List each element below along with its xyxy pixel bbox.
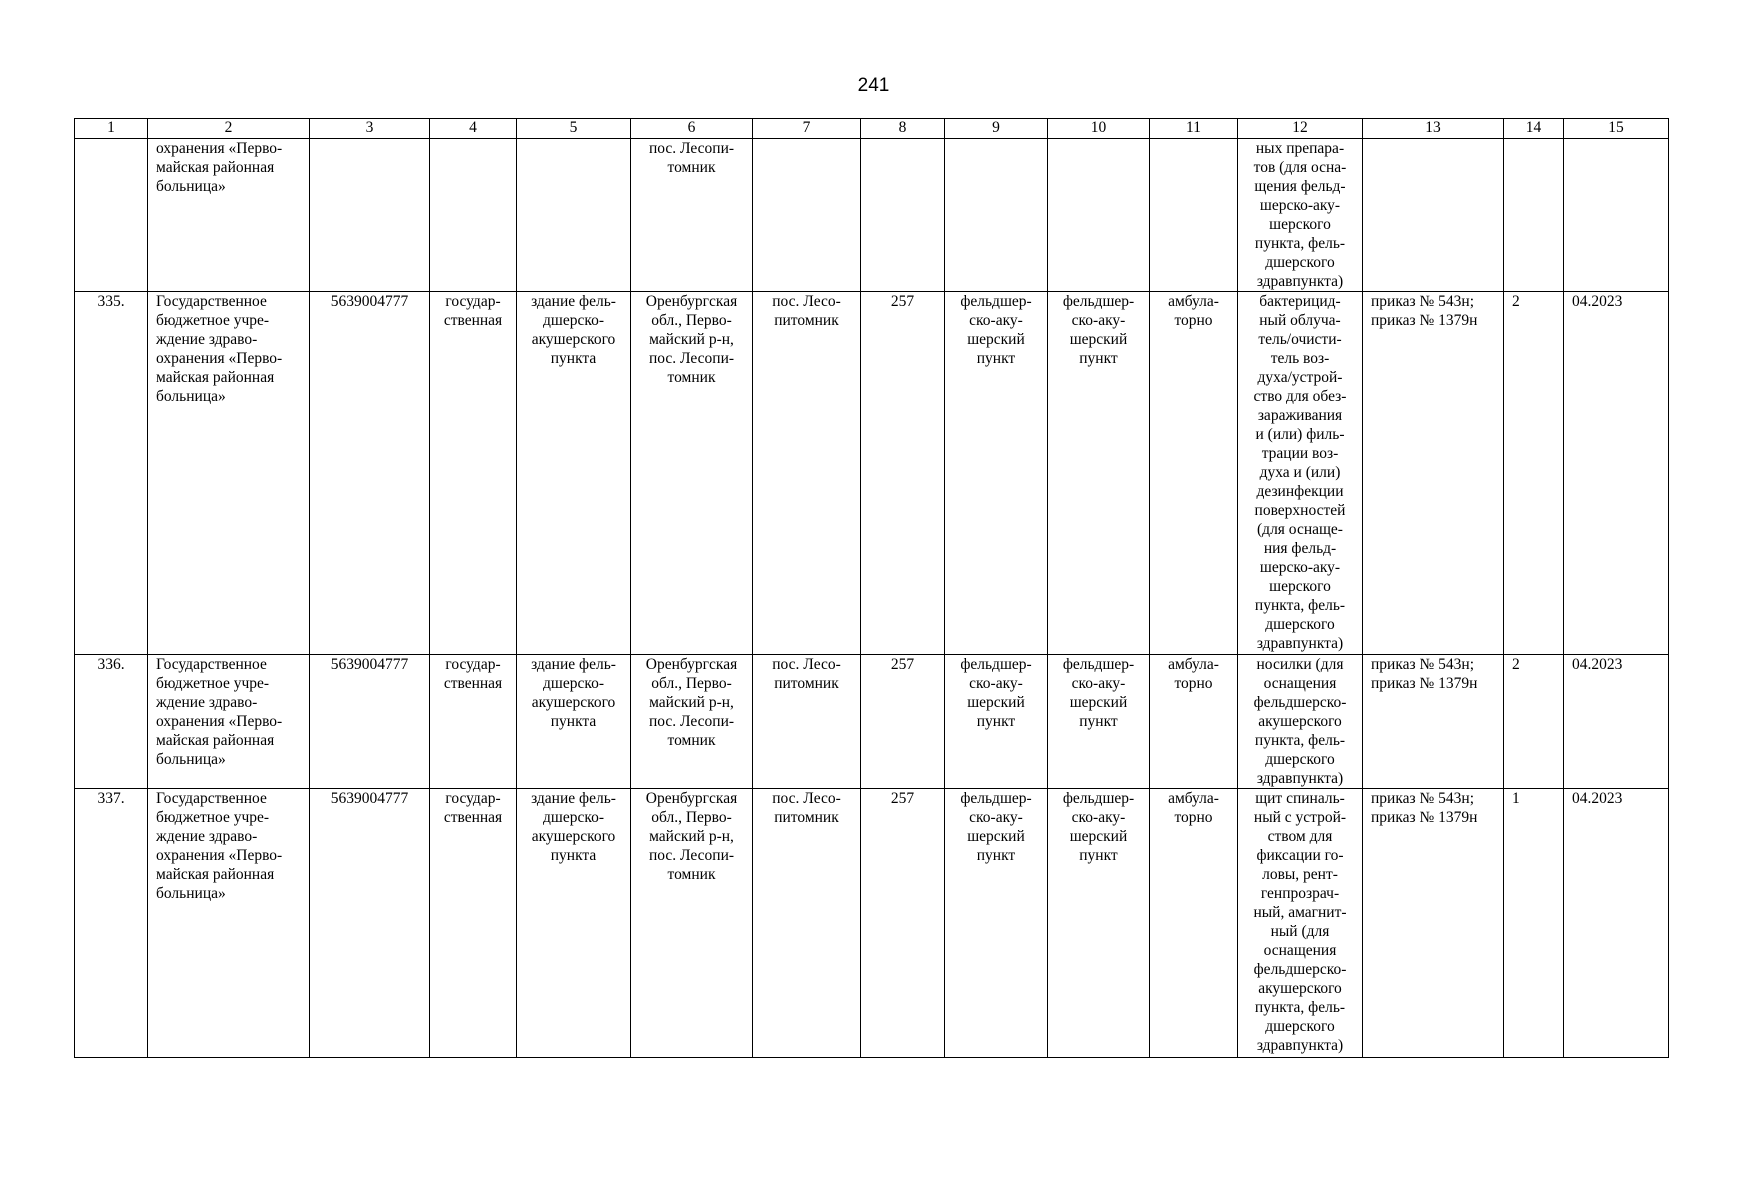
care-form-cell: амбула- торно bbox=[1150, 292, 1238, 655]
table-row bbox=[75, 292, 1669, 655]
date-cell bbox=[1564, 139, 1669, 292]
column-header: 14 bbox=[1504, 119, 1564, 139]
orders-cell bbox=[1363, 139, 1504, 292]
inn-cell: 5639004777 bbox=[310, 789, 430, 1058]
address-cell: Оренбургская обл., Перво- майский р-н, пос. Лесопи- томник bbox=[631, 789, 753, 1058]
row-number-cell: 337. bbox=[75, 789, 148, 1058]
code-cell: 257 bbox=[861, 292, 945, 655]
care-form-cell bbox=[1150, 139, 1238, 292]
code-cell: 257 bbox=[861, 789, 945, 1058]
equipment-cell: щит спиналь- ный с устрой- ством для фиксации го- ловы, рент- генпрозрач- ный, амагнит- ный (для оснащения фельдшерско- акушерского пункта, фель- дшерского здравпункта) bbox=[1238, 789, 1363, 1058]
row-number-cell bbox=[75, 139, 148, 292]
unit-name-cell: фельдшер- ско-аку- шерский пункт bbox=[1048, 292, 1150, 655]
settlement-cell: пос. Лесо- питомник bbox=[753, 292, 861, 655]
code-cell: 257 bbox=[861, 655, 945, 789]
settlement-cell: пос. Лесо- питомник bbox=[753, 655, 861, 789]
column-header: 10 bbox=[1048, 119, 1150, 139]
address-cell: Оренбургская обл., Перво- майский р-н, пос. Лесопи- томник bbox=[631, 292, 753, 655]
unit-type-cell: фельдшер- ско-аку- шерский пункт bbox=[945, 655, 1048, 789]
organization-cell: охранения «Перво- майская районная больница» bbox=[148, 139, 310, 292]
equipment-cell: бактерицид- ный облуча- тель/очисти- тель воз- духа/устрой- ство для обез- зараживания и (или) филь- трации воз- духа и (или) дезинфекции поверхностей (для оснаще- ния фельд- шерско-аку- шерского пункта, фель- дшерского здравпункта) bbox=[1238, 292, 1363, 655]
unit-type-cell: фельдшер- ско-аку- шерский пункт bbox=[945, 789, 1048, 1058]
table-row bbox=[75, 655, 1669, 789]
organization-cell: Государственное бюджетное учре- ждение здраво- охранения «Перво- майская районная больница» bbox=[148, 789, 310, 1058]
ownership-cell: государ- ственная bbox=[430, 789, 517, 1058]
inn-cell: 5639004777 bbox=[310, 655, 430, 789]
column-header: 12 bbox=[1238, 119, 1363, 139]
column-header: 8 bbox=[861, 119, 945, 139]
column-number-row bbox=[75, 119, 1669, 139]
equipment-cell: носилки (для оснащения фельдшерско- акушерского пункта, фель- дшерского здравпункта) bbox=[1238, 655, 1363, 789]
unit-name-cell: фельдшер- ско-аку- шерский пункт bbox=[1048, 789, 1150, 1058]
building-cell: здание фель- дшерско- акушерского пункта bbox=[517, 655, 631, 789]
unit-type-cell: фельдшер- ско-аку- шерский пункт bbox=[945, 292, 1048, 655]
date-cell: 04.2023 bbox=[1564, 789, 1669, 1058]
settlement-cell: пос. Лесо- питомник bbox=[753, 789, 861, 1058]
registry-table bbox=[74, 118, 1669, 1058]
building-cell: здание фель- дшерско- акушерского пункта bbox=[517, 789, 631, 1058]
column-header: 4 bbox=[430, 119, 517, 139]
ownership-cell: государ- ственная bbox=[430, 655, 517, 789]
column-header: 7 bbox=[753, 119, 861, 139]
column-header: 11 bbox=[1150, 119, 1238, 139]
address-cell: пос. Лесопи- томник bbox=[631, 139, 753, 292]
row-number-cell: 336. bbox=[75, 655, 148, 789]
page-number: 241 bbox=[857, 75, 890, 96]
column-header: 5 bbox=[517, 119, 631, 139]
inn-cell: 5639004777 bbox=[310, 292, 430, 655]
unit-name-cell: фельдшер- ско-аку- шерский пункт bbox=[1048, 655, 1150, 789]
unit-name-cell bbox=[1048, 139, 1150, 292]
settlement-cell bbox=[753, 139, 861, 292]
ownership-cell: государ- ственная bbox=[430, 292, 517, 655]
date-cell: 04.2023 bbox=[1564, 292, 1669, 655]
code-cell bbox=[861, 139, 945, 292]
column-header: 13 bbox=[1363, 119, 1504, 139]
address-cell: Оренбургская обл., Перво- майский р-н, пос. Лесопи- томник bbox=[631, 655, 753, 789]
orders-cell: приказ № 543н; приказ № 1379н bbox=[1363, 292, 1504, 655]
organization-cell: Государственное бюджетное учре- ждение здраво- охранения «Перво- майская районная больница» bbox=[148, 655, 310, 789]
inn-cell bbox=[310, 139, 430, 292]
column-header: 3 bbox=[310, 119, 430, 139]
orders-cell: приказ № 543н; приказ № 1379н bbox=[1363, 655, 1504, 789]
quantity-cell: 2 bbox=[1504, 292, 1564, 655]
care-form-cell: амбула- торно bbox=[1150, 789, 1238, 1058]
date-cell: 04.2023 bbox=[1564, 655, 1669, 789]
quantity-cell bbox=[1504, 139, 1564, 292]
care-form-cell: амбула- торно bbox=[1150, 655, 1238, 789]
row-number-cell: 335. bbox=[75, 292, 148, 655]
column-header: 15 bbox=[1564, 119, 1669, 139]
table-row bbox=[75, 789, 1669, 1058]
quantity-cell: 1 bbox=[1504, 789, 1564, 1058]
column-header: 6 bbox=[631, 119, 753, 139]
ownership-cell bbox=[430, 139, 517, 292]
equipment-cell: ных препара- тов (для осна- щения фельд- шерско-аку- шерского пункта, фель- дшерского здравпункта) bbox=[1238, 139, 1363, 292]
unit-type-cell bbox=[945, 139, 1048, 292]
orders-cell: приказ № 543н; приказ № 1379н bbox=[1363, 789, 1504, 1058]
column-header: 9 bbox=[945, 119, 1048, 139]
quantity-cell: 2 bbox=[1504, 655, 1564, 789]
column-header: 1 bbox=[75, 119, 148, 139]
building-cell: здание фель- дшерско- акушерского пункта bbox=[517, 292, 631, 655]
table-row bbox=[75, 139, 1669, 292]
organization-cell: Государственное бюджетное учре- ждение здраво- охранения «Перво- майская районная больница» bbox=[148, 292, 310, 655]
building-cell bbox=[517, 139, 631, 292]
column-header: 2 bbox=[148, 119, 310, 139]
